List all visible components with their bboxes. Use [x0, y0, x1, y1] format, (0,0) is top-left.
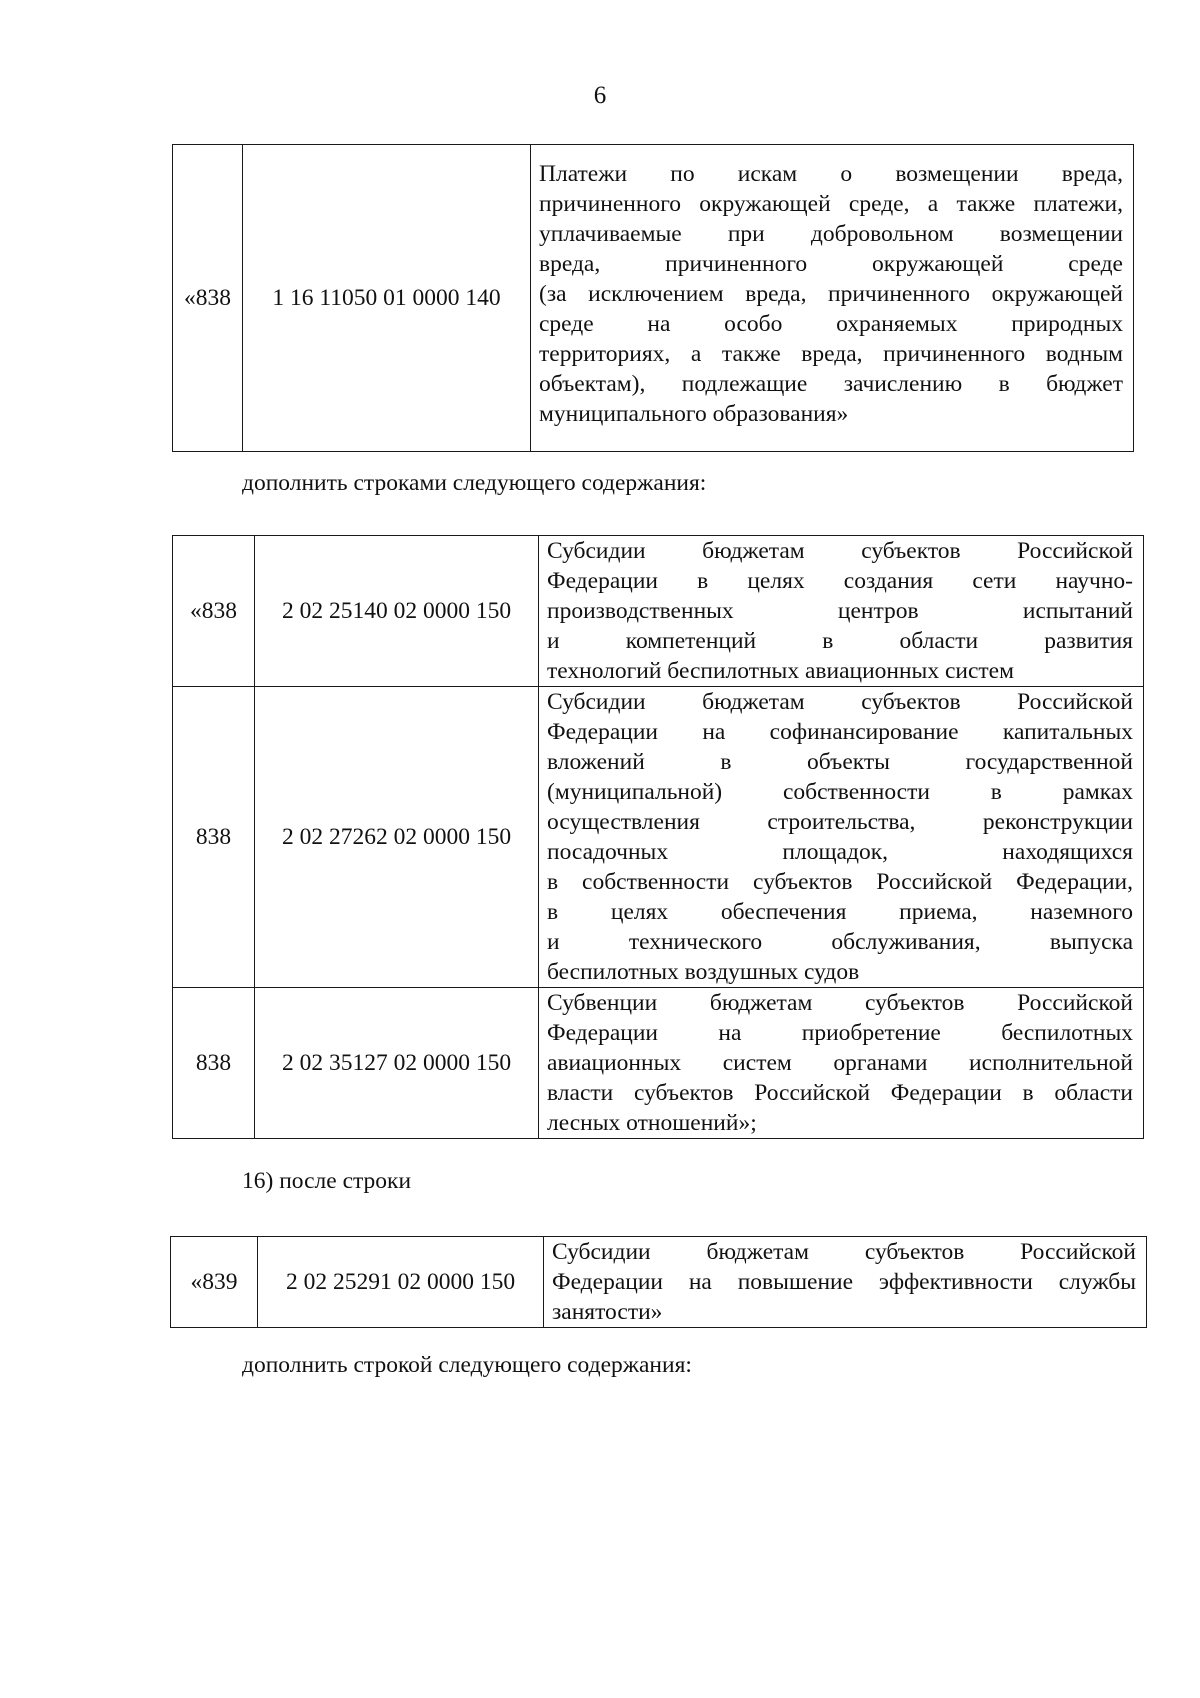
table-3 [170, 1236, 1147, 1328]
row-number: «839 [171, 1237, 258, 1328]
row-number: 838 [173, 687, 255, 988]
paragraph-after-row: 16) после строки [242, 1168, 412, 1194]
description-line: Федерации на приобретение беспилотных [547, 1020, 1133, 1046]
description-line: и технического обслуживания, выпуска [547, 929, 1133, 955]
budget-code: 2 02 35127 02 0000 150 [255, 988, 539, 1139]
table-row [173, 687, 1144, 988]
row-description [544, 1237, 1147, 1328]
description-line: осуществления строительства, реконструкции [547, 809, 1133, 835]
description-line: Субвенции бюджетам субъектов Российской [547, 990, 1133, 1016]
description-line: власти субъектов Российской Федерации в области [547, 1080, 1133, 1106]
description-line: Федерации на повышение эффективности службы [552, 1269, 1136, 1295]
table-row [171, 1237, 1147, 1328]
description-line: беспилотных воздушных судов [547, 959, 860, 985]
budget-code: 2 02 25291 02 0000 150 [258, 1237, 544, 1328]
description-line: вложений в объекты государственной [547, 749, 1133, 775]
description-line: (муниципальной) собственности в рамках [547, 779, 1133, 805]
description-line: Субсидии бюджетам субъектов Российской [547, 689, 1133, 715]
description-line: вреда, причиненного окружающей среде [539, 251, 1123, 277]
budget-code: 1 16 11050 01 0000 140 [243, 145, 531, 452]
description-line: причиненного окружающей среде, а также платежи, [539, 191, 1123, 217]
description-line: муниципального образования» [539, 401, 849, 427]
table-row [173, 145, 1134, 452]
description-line: технологий беспилотных авиационных систем [547, 658, 1014, 684]
row-number: 838 [173, 988, 255, 1139]
description-line: занятости» [552, 1299, 663, 1325]
paragraph-add-rows: дополнить строками следующего содержания: [242, 470, 707, 496]
description-line: в целях обеспечения приема, наземного [547, 899, 1133, 925]
table-2 [172, 535, 1144, 1139]
row-description [539, 988, 1144, 1139]
paragraph-add-row: дополнить строкой следующего содержания: [242, 1352, 692, 1378]
description-line: авиационных систем органами исполнительной [547, 1050, 1133, 1076]
description-line: территориях, а также вреда, причиненного водным [539, 341, 1123, 367]
description-line: Субсидии бюджетам субъектов Российской [547, 538, 1133, 564]
table-row [173, 536, 1144, 687]
budget-code: 2 02 25140 02 0000 150 [255, 536, 539, 687]
description-line: в собственности субъектов Российской Федерации, [547, 869, 1133, 895]
description-line: Федерации на софинансирование капитальных [547, 719, 1133, 745]
description-line: Субсидии бюджетам субъектов Российской [552, 1239, 1136, 1265]
budget-code: 2 02 27262 02 0000 150 [255, 687, 539, 988]
description-line: производственных центров испытаний [547, 598, 1133, 624]
description-line: объектам), подлежащие зачислению в бюджет [539, 371, 1123, 397]
description-line: Платежи по искам о возмещении вреда, [539, 161, 1123, 187]
description-line: уплачиваемые при добровольном возмещении [539, 221, 1123, 247]
page-number: 6 [593, 82, 607, 109]
row-number: «838 [173, 145, 243, 452]
description-line: Федерации в целях создания сети научно- [547, 568, 1133, 594]
description-line: (за исключением вреда, причиненного окружающей [539, 281, 1123, 307]
table-row [173, 988, 1144, 1139]
row-description [539, 687, 1144, 988]
description-line: лесных отношений»; [547, 1110, 757, 1136]
description-line: и компетенций в области развития [547, 628, 1133, 654]
row-number: «838 [173, 536, 255, 687]
description-line: среде на особо охраняемых природных [539, 311, 1123, 337]
row-description [539, 536, 1144, 687]
description-line: посадочных площадок, находящихся [547, 839, 1133, 865]
table-1 [172, 144, 1134, 452]
row-description [531, 145, 1134, 452]
